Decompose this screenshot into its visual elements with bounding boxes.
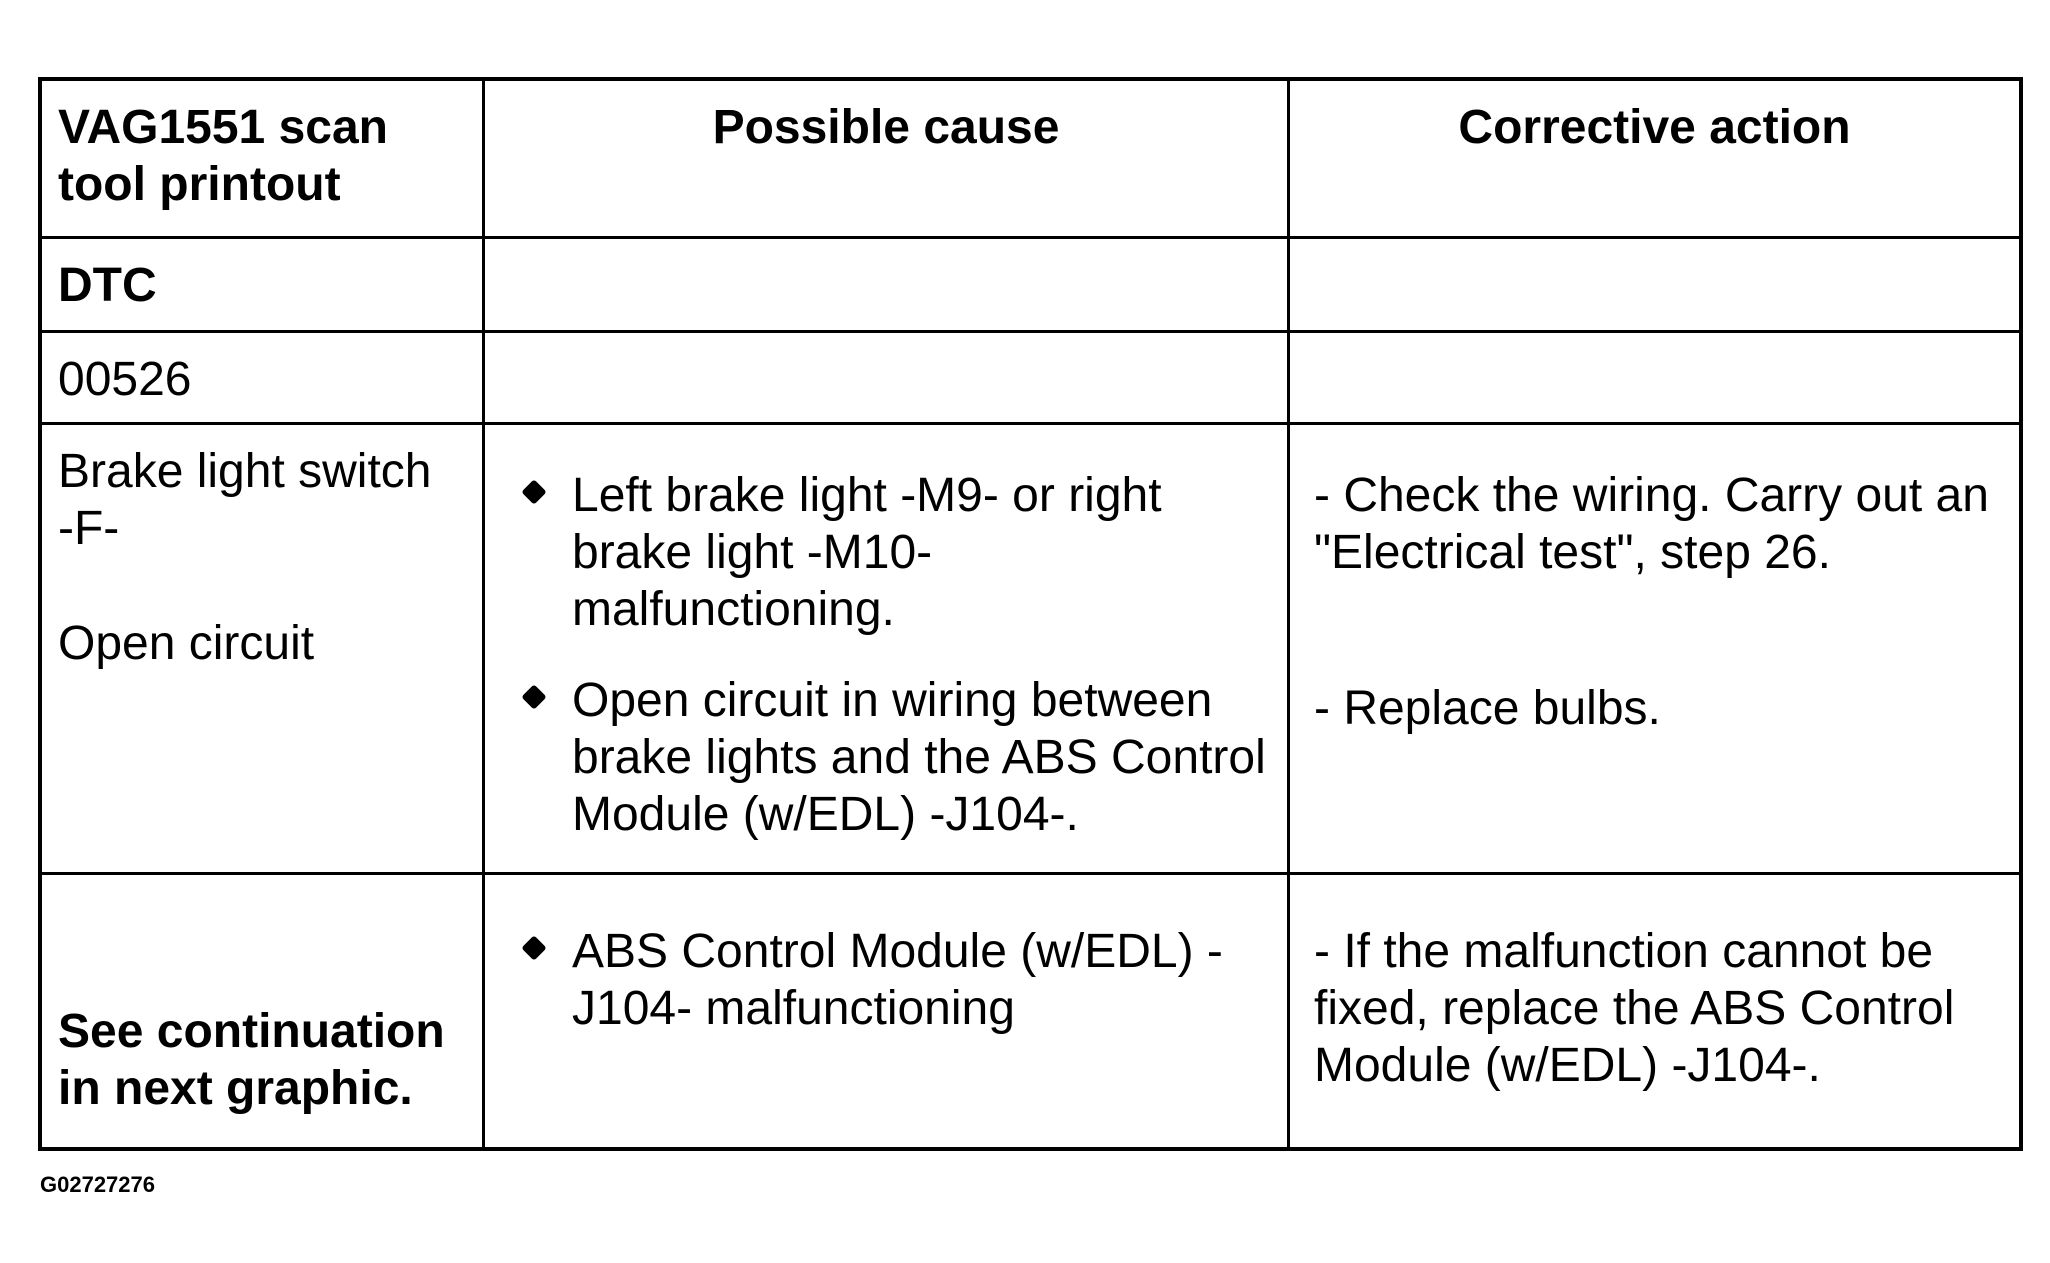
cell-corrective-action [1287, 875, 2019, 1147]
header-cell-corrective-action [1287, 81, 2019, 236]
dtc-code: 00526 [58, 353, 192, 406]
cell-possible-cause [482, 875, 1287, 1147]
table-header-row [42, 81, 2019, 236]
fault-condition: Open circuit [58, 617, 315, 670]
header-possible-cause: Possible cause [712, 101, 1060, 154]
continuation-note: See continuation in next graphic. [58, 1005, 445, 1115]
table-row-fault [42, 422, 2019, 872]
diagnostic-table [38, 77, 2023, 1151]
diamond-bullet-icon [521, 479, 546, 504]
action-text: - Replace bulbs. [1314, 682, 1661, 735]
header-cell-possible-cause [482, 81, 1287, 236]
fault-component: Brake light switch -F- [58, 445, 432, 555]
cell-empty [1287, 239, 2019, 330]
figure-id: G02727276 [40, 1172, 155, 1197]
cell-possible-causes [482, 425, 1287, 872]
cell-empty [482, 333, 1287, 422]
cause-text: Open circuit in wiring between brake lights and the ABS Control Module (w/EDL) -J104-. [572, 674, 1266, 841]
header-corrective-action: Corrective action [1458, 101, 1851, 154]
dtc-label: DTC [58, 259, 157, 312]
cell-dtc-label [42, 239, 482, 330]
cell-empty [482, 239, 1287, 330]
action-text: - If the malfunction cannot be fixed, replace the ABS Control Module (w/EDL) -J104-. [1314, 925, 1955, 1092]
diamond-bullet-icon [521, 684, 546, 709]
table-row-dtc-code [42, 330, 2019, 422]
cell-corrective-actions [1287, 425, 2019, 872]
cause-text: ABS Control Module (w/EDL) -J104- malfunctioning [572, 925, 1223, 1035]
cause-text: Left brake light -M9- or right brake light -M10- malfunctioning. [572, 469, 1162, 636]
cell-empty [1287, 333, 2019, 422]
diamond-bullet-icon [521, 935, 546, 960]
cell-continuation-note [42, 875, 482, 1147]
table-row-continuation [42, 872, 2019, 1147]
action-text: - Check the wiring. Carry out an "Electrical test", step 26. [1314, 469, 1989, 579]
table-row-dtc-label [42, 236, 2019, 330]
cell-fault-description [42, 425, 482, 872]
header-cell-scan-tool [42, 81, 482, 236]
header-scan-tool-printout: VAG1551 scan tool printout [58, 101, 388, 211]
cell-dtc-code [42, 333, 482, 422]
